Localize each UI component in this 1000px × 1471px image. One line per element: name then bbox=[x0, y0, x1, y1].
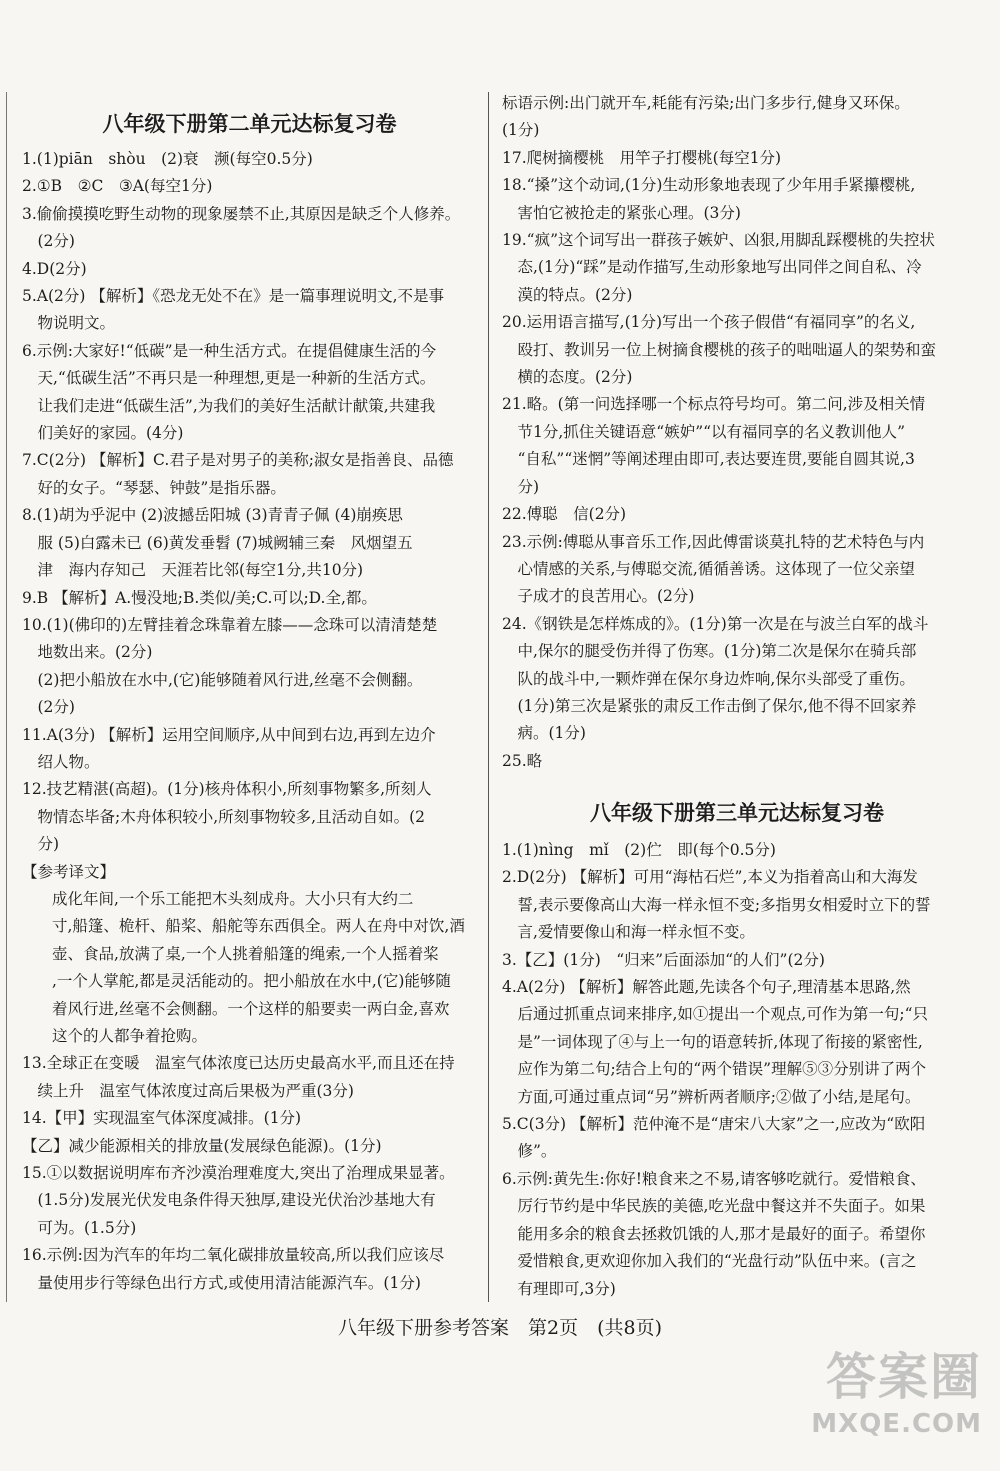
answer-line: 2.D(2分) 【解析】可用“海枯石烂”,本义为指着高山和大海发 bbox=[502, 868, 918, 887]
answer-line: 量使用步行等绿色出行方式,或使用清洁能源汽车。(1分) bbox=[22, 1273, 421, 1292]
answer-line: (1.5分)发展光伏发电条件得天独厚,建设光伏治沙基地大有 bbox=[22, 1191, 436, 1210]
answer-line: (2分) bbox=[22, 698, 75, 717]
left-column bbox=[22, 146, 477, 1297]
left-border-line bbox=[6, 92, 7, 1302]
answer-line: 24.《钢铁是怎样炼成的》。(1分)第一次是在与波兰白军的战斗 bbox=[502, 614, 929, 633]
answer-line: 壶、食品,放满了桌,一个人挑着船篷的绳索,一个人摇着桨 bbox=[52, 944, 439, 963]
answer-line: 病。(1分) bbox=[502, 724, 586, 743]
answer-line: 天,“低碳生活”不再只是一种理想,更是一种新的生活方式。 bbox=[22, 369, 436, 388]
watermark-logo bbox=[732, 1337, 982, 1457]
answer-line: 8.(1)胡为乎泥中 (2)波撼岳阳城 (3)青青子佩 (4)崩痪思 bbox=[22, 506, 403, 525]
answer-line: 3.【乙】(1分) “归来”后面添加“的人们”(2分) bbox=[502, 950, 825, 969]
answer-line: ,一个人掌舵,都是灵活能动的。把小船放在水中,(它)能够随 bbox=[52, 972, 451, 991]
answer-line: 21.略。(第一问选择哪一个标点符号均可。第二问,涉及相关情 bbox=[502, 395, 926, 414]
section2-title: 八年级下册第二单元达标复习卷 bbox=[102, 112, 397, 136]
answer-line: 19.“疯”这个词写出一群孩子嫉妒、凶狠,用脚乱踩樱桃的失控状 bbox=[502, 231, 935, 250]
answer-line: 着风行进,丝毫不会侧翻。一个这样的船要卖一两白金,喜欢 bbox=[52, 999, 450, 1018]
answer-line: 5.C(3分) 【解析】范仲淹不是“唐宋八大家”之一,应改为“欧阳 bbox=[502, 1115, 926, 1134]
page-footer: 八年级下册参考答案 第2页 (共8页) bbox=[337, 1317, 662, 1339]
answer-line: “自私”“迷惘”等阐述理由即可,表达要连贯,要能自圆其说,3 bbox=[502, 450, 915, 469]
answer-line: 9.B 【解析】A.慢没地;B.类似/美;C.可以;D.全,都。 bbox=[22, 588, 377, 607]
answer-line: (1分)第三次是紧张的肃反工作击倒了保尔,他不得不回家养 bbox=[502, 696, 917, 715]
answer-line: 绍人物。 bbox=[22, 752, 100, 771]
answer-line: 16.示例:因为汽车的年均二氧化碳排放量较高,所以我们应该尽 bbox=[22, 1246, 445, 1265]
answer-line: (2分) bbox=[22, 232, 75, 251]
answer-line: 们美好的家园。(4分) bbox=[22, 424, 184, 443]
answer-line: 成化年间,一个乐工能把木头刻成舟。大小只有大约二 bbox=[52, 889, 414, 908]
answer-line: 寸,船篷、桅杆、船桨、船舵等东西俱全。两人在舟中对饮,酒 bbox=[52, 917, 465, 936]
answer-line: 物说明文。 bbox=[22, 314, 116, 333]
answer-line: 这个的人都争着抢购。 bbox=[52, 1027, 208, 1045]
answer-line: 17.爬树摘樱桃 用竿子打樱桃(每空1分) bbox=[502, 148, 782, 167]
column-divider bbox=[488, 92, 489, 1302]
answer-line: 5.A(2分) 【解析】《恐龙无处不在》是一篇事理说明文,不是事 bbox=[22, 287, 445, 306]
answer-line: 15.①以数据说明库布齐沙漠治理难度大,突出了治理成果显著。 bbox=[22, 1164, 455, 1183]
section3-title: 八年级下册第三单元达标复习卷 bbox=[590, 801, 884, 825]
answer-line: 方面,可通过重点词“另”辨析两者顺序;②做了小结,是尾句。 bbox=[502, 1087, 921, 1106]
answer-line: 续上升 温室气体浓度过高后果极为严重(3分) bbox=[22, 1081, 354, 1100]
answer-line: 【参考译文】 bbox=[22, 862, 116, 881]
answer-line: 18.“搡”这个动词,(1分)生动形象地表现了少年用手紧攥樱桃, bbox=[502, 176, 916, 195]
answer-line: 誓,表示要像高山大海一样永恒不变;多指男女相爱时立下的誓 bbox=[502, 895, 931, 914]
right-column-continued bbox=[502, 90, 972, 775]
answer-line: 20.运用语言描写,(1分)写出一个孩子假借“有福同享”的名义, bbox=[502, 313, 916, 332]
answer-line: 好的女子。“琴瑟、钟鼓”是指乐器。 bbox=[22, 478, 286, 497]
answer-line: 横的态度。(2分) bbox=[502, 368, 633, 387]
answer-line: (1分) bbox=[502, 121, 540, 140]
answer-line: 25.略 bbox=[502, 751, 543, 770]
answer-line: 地数出来。(2分) bbox=[22, 643, 153, 662]
answer-line: 6.示例:大家好!“低碳”是一种生活方式。在提倡健康生活的今 bbox=[22, 341, 437, 360]
answer-line: 态,(1分)“踩”是动作描写,生动形象地写出同伴之间自私、冷 bbox=[502, 258, 922, 277]
answer-line: 物情态毕备;木舟体积较小,所刻事物较多,且活动自如。(2 bbox=[22, 807, 425, 826]
answer-line: 2.①B ②C ③A(每空1分) bbox=[22, 177, 213, 196]
answer-line: 13.全球正在变暖 温室气体浓度已达历史最高水平,而且还在持 bbox=[22, 1054, 455, 1073]
answer-line: 言,爱情要像山和海一样永恒不变。 bbox=[502, 923, 755, 942]
answer-line: 殴打、教训另一位上树摘食樱桃的孩子的咄咄逼人的架势和蛮 bbox=[502, 340, 937, 359]
watermark-url: MXQE.COM bbox=[811, 1409, 982, 1439]
answer-line: 22.傅聪 信(2分) bbox=[502, 505, 627, 524]
answer-line: 让我们走进“低碳生活”,为我们的美好生活献计献策,共建我 bbox=[22, 396, 436, 415]
answer-line: 【乙】减少能源相关的排放量(发展绿色能源)。(1分) bbox=[22, 1136, 382, 1155]
answer-line: 害怕它被抢走的紧张心理。(3分) bbox=[502, 203, 741, 222]
answer-line: 能用多余的粮食去拯救饥饿的人,那才是最好的面子。希望你 bbox=[502, 1224, 926, 1243]
answer-line: 分) bbox=[22, 835, 60, 854]
answer-line: 11.A(3分) 【解析】运用空间顺序,从中间到右边,再到左边介 bbox=[22, 725, 436, 744]
answer-line: 修”。 bbox=[502, 1142, 557, 1161]
answer-line: 14.【甲】实现温室气体深度减排。(1分) bbox=[22, 1109, 302, 1128]
section3-answers bbox=[502, 837, 972, 1303]
answer-line: 3.偷偷摸摸吃野生动物的现象屡禁不止,其原因是缺乏个人修养。 bbox=[22, 204, 461, 223]
answer-line: 爱惜粮食,更欢迎你加入我们的“光盘行动”队伍中来。(言之 bbox=[502, 1252, 917, 1271]
answer-line: 有理即可,3分) bbox=[502, 1279, 616, 1298]
answer-line: 心情感的关系,与傅聪交流,循循善诱。这体现了一位父亲望 bbox=[502, 559, 915, 578]
answer-line: 中,保尔的腿受伤并得了伤寒。(1分)第二次是保尔在骑兵部 bbox=[502, 642, 917, 661]
answer-line: 1.(1)piān shòu (2)衰 濒(每空0.5分) bbox=[22, 150, 313, 168]
watermark-text: 答案圈 bbox=[826, 1348, 982, 1406]
answer-line: 7.C(2分) 【解析】C.君子是对男子的美称;淑女是指善良、品德 bbox=[22, 451, 454, 470]
answer-line: 6.示例:黄先生:你好!粮食来之不易,请客够吃就行。爱惜粮食、 bbox=[502, 1169, 926, 1188]
answer-line: 是”一词体现了④与上一句的语意转折,体现了衔接的紧密性, bbox=[502, 1032, 923, 1051]
answer-line: 厉行节约是中华民族的美德,吃光盘中餐这并不失面子。如果 bbox=[502, 1197, 926, 1216]
answer-line: 可为。(1.5分) bbox=[22, 1218, 137, 1237]
answer-line: 10.(1)(佛印的)左臂挂着念珠靠着左膝——念珠可以清清楚楚 bbox=[22, 615, 438, 634]
answer-line: 应作为第二句;结合上句的“两个错误”理解⑤③分别讲了两个 bbox=[502, 1060, 927, 1079]
answer-line: 标语示例:出门就开车,耗能有污染;出门多步行,健身又环保。 bbox=[502, 94, 910, 112]
answer-line: 4.D(2分) bbox=[22, 259, 87, 278]
answer-line: 1.(1)nìng mǐ (2)伫 即(每个0.5分) bbox=[502, 841, 776, 859]
answer-line: 队的战斗中,一颗炸弹在保尔身边炸响,保尔头部受了重伤。 bbox=[502, 669, 915, 688]
answer-line: 12.技艺精湛(高超)。(1分)核舟体积小,所刻事物繁多,所刻人 bbox=[22, 780, 432, 799]
answer-line: 节1分,抓住关键语意“嫉妒”“以有福同享的名义教训他人” bbox=[502, 422, 905, 441]
answer-line: 4.A(2分) 【解析】解答此题,先读各个句子,理清基本思路,然 bbox=[502, 978, 911, 997]
answer-line: 服 (5)白露未已 (6)黄发垂髫 (7)城阙辅三秦 风烟望五 bbox=[22, 533, 413, 552]
answer-line: 津 海内存知己 天涯若比邻(每空1分,共10分) bbox=[22, 561, 364, 580]
answer-line: 后通过抓重点词来排序,如①提出一个观点,可作为第一句;“只 bbox=[502, 1005, 929, 1024]
answer-line: 23.示例:傅聪从事音乐工作,因此傅雷谈莫扎特的艺术特色与内 bbox=[502, 532, 925, 551]
answer-line: 分) bbox=[502, 477, 540, 496]
answer-line: (2)把小船放在水中,(它)能够随着风行进,丝毫不会侧翻。 bbox=[22, 670, 423, 689]
answer-line: 漠的特点。(2分) bbox=[502, 285, 633, 304]
answer-line: 子成才的良苦用心。(2分) bbox=[502, 587, 695, 606]
